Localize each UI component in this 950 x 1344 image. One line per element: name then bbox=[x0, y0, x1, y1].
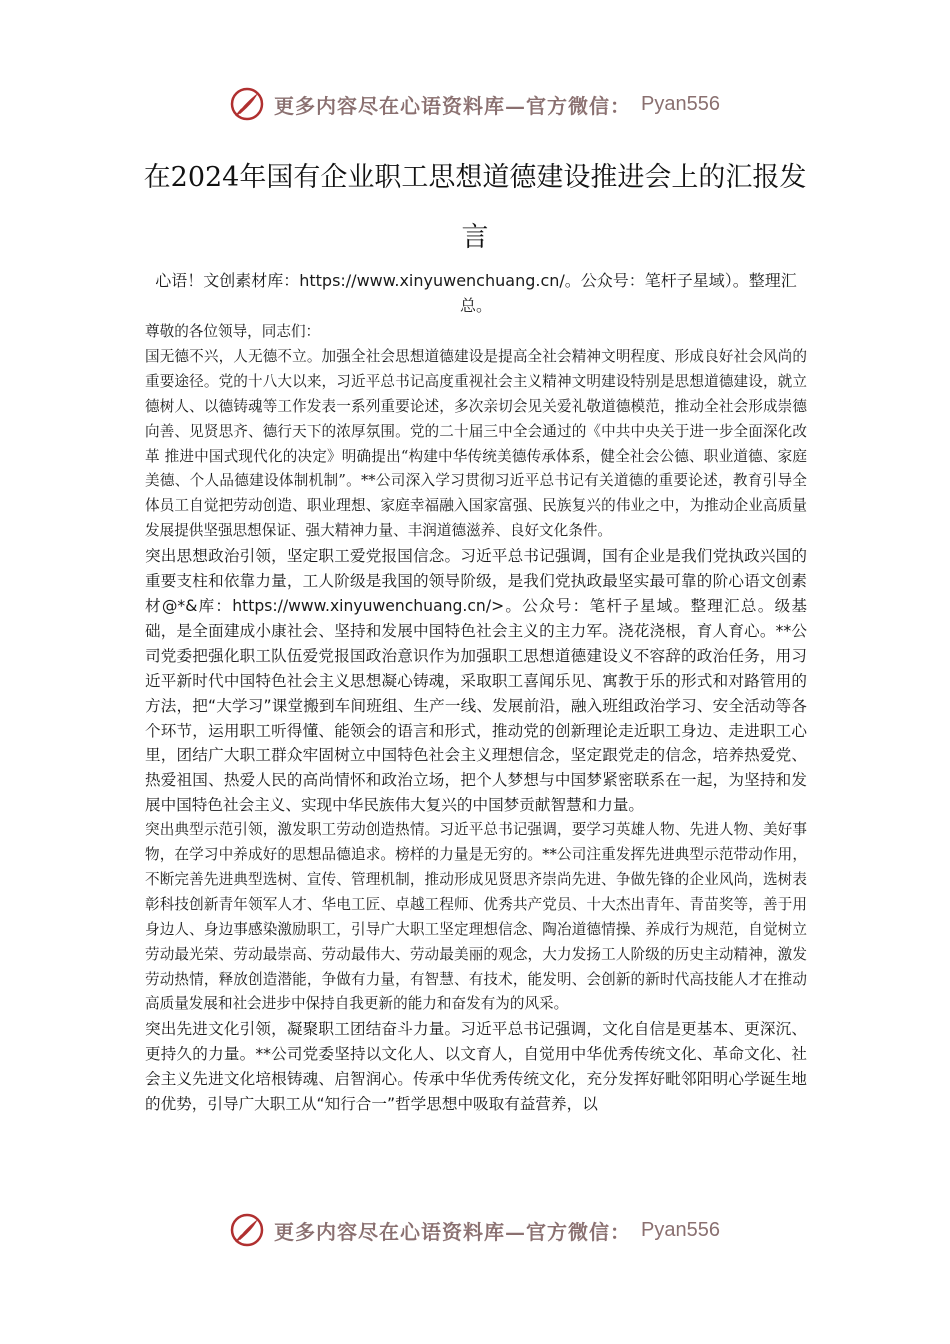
document-body bbox=[145, 268, 807, 1117]
banner-text: 更多内容尽在心语资料库—官方微信： bbox=[274, 1219, 632, 1244]
footer-banner bbox=[0, 1210, 950, 1250]
banner-wechat-id: Pyan556 bbox=[641, 92, 720, 115]
paragraph-role-models: 突出典型示范引领，激发职工劳动创造热情。习近平总书记强调，要学习英雄人物、先进人物、美好事物，在学习中养成好的思想品德追求。榜样的力量是无穷的。**公司注重发挥先进典型示范带动作用，不断完善先进典型选树、宣传、管理机制，推动形成见贤思齐崇尚先进、争做先锋的企业风尚，选树表彰科技创新青年领军人才、华电工匠、卓越工程师、优秀共产党员、十大杰出青年、青苗奖等，善于用身边人、身边事感染激励职工，引导广大职工坚定理想信念、陶冶道德情操、养成行为规范，自觉树立劳动最光荣、劳动最崇高、劳动最伟大、劳动最美丽的观念，大力发扬工人阶级的历史主动精神，激发劳动热情，释放创造潜能，争做有力量，有智慧、有技术，能发明、会创新的新时代高技能人才在推动高质量发展和社会进步中保持自我更新的能力和奋发有为的风采。 bbox=[145, 821, 807, 1013]
quill-logo-icon bbox=[230, 87, 264, 121]
banner-wechat-id: Pyan556 bbox=[641, 1218, 720, 1241]
paragraph-culture: 突出先进文化引领，凝聚职工团结奋斗力量。习近平总书记强调，文化自信是更基本、更深沉、更持久的力量。**公司党委坚持以文化人、以文育人，自觉用中华优秀传统文化、革命文化、社会主义先进文化培根铸魂、启智润心。传承中华优秀传统文化，充分发挥好毗邻阳明心学诞生地的优势，引导广大职工从“知行合一”哲学思想中吸取有益营养，以 bbox=[145, 1020, 807, 1114]
document-title: 在2024年国有企业职工思想道德建设推进会上的汇报发言 bbox=[143, 162, 807, 253]
banner-text: 更多内容尽在心语资料库—官方微信： bbox=[274, 93, 632, 118]
paragraph-political-guidance: 突出思想政治引领，坚定职工爱党报国信念。习近平总书记强调，国有企业是我们党执政兴国的重要支柱和依靠力量，工人阶级是我国的领导阶级，是我们党执政最坚实最可靠的阶心语文创素材@*&库：https://www.xinyuwenchuang.cn/>。公众号：笔杆子星域。整理汇总。级基础，是全面建成小康社会、坚持和发展中国特色社会主义的主力军。浇花浇根，育人育心。**公司党委把强化职工队伍爱党报国政治意识作为加强职工思想道德建设义不容辞的政治任务，用习近平新时代中国特色社会主义思想凝心铸魂，采取职工喜闻乐见、寓教于乐的形式和对路管用的方法，把“大学习”课堂搬到车间班组、生产一线、发展前沿，融入班组政治学习、安全活动等各个环节，运用职工听得懂、能领会的语言和形式，推动党的创新理论走近职工身边、走进职工心里，团结广大职工群众牢固树立中国特色社会主义理想信念，坚定跟党走的信念，培养热爱党、热爱祖国、热爱人民的高尚情怀和政治立场，把个人梦想与中国梦紧密联系在一起，为坚持和发展中国特色社会主义、实现中华民族伟大复兴的中国梦贡献智慧和力量。 bbox=[145, 547, 807, 815]
quill-logo-icon bbox=[230, 1213, 264, 1247]
salutation: 尊敬的各位领导，同志们： bbox=[145, 323, 321, 340]
source-note: 心语！文创素材库：https://www.xinyuwenchuang.cn/。公众号：笔杆子星域）。整理汇总。 bbox=[155, 271, 797, 315]
header-banner bbox=[0, 84, 950, 124]
paragraph-intro: 国无德不兴，人无德不立。加强全社会思想道德建设是提高全社会精神文明程度、形成良好社会风尚的重要途径。党的十八大以来，习近平总书记高度重视社会主义精神文明建设特别是思想道德建设，就立德树人、以德铸魂等工作发表一系列重要论述，多次亲切会见关爱礼敬道德模范，推动全社会形成崇德向善、见贤思齐、德行天下的浓厚氛围。党的二十届三中全会通过的《中共中央关于进一步全面深化改革 推进中国式现代化的决定》明确提出“构建中华传统美德传承体系，健全社会公德、职业道德、家庭美德、个人品德建设体制机制”。**公司深入学习贯彻习近平总书记有关道德的重要论述，教育引导全体员工自觉把劳动创造、职业理想、家庭幸福融入国家富强、民族复兴的伟业之中，为推动企业高质量发展提供坚强思想保证、强大精神力量、丰润道德滋养、良好文化条件。 bbox=[145, 347, 807, 540]
